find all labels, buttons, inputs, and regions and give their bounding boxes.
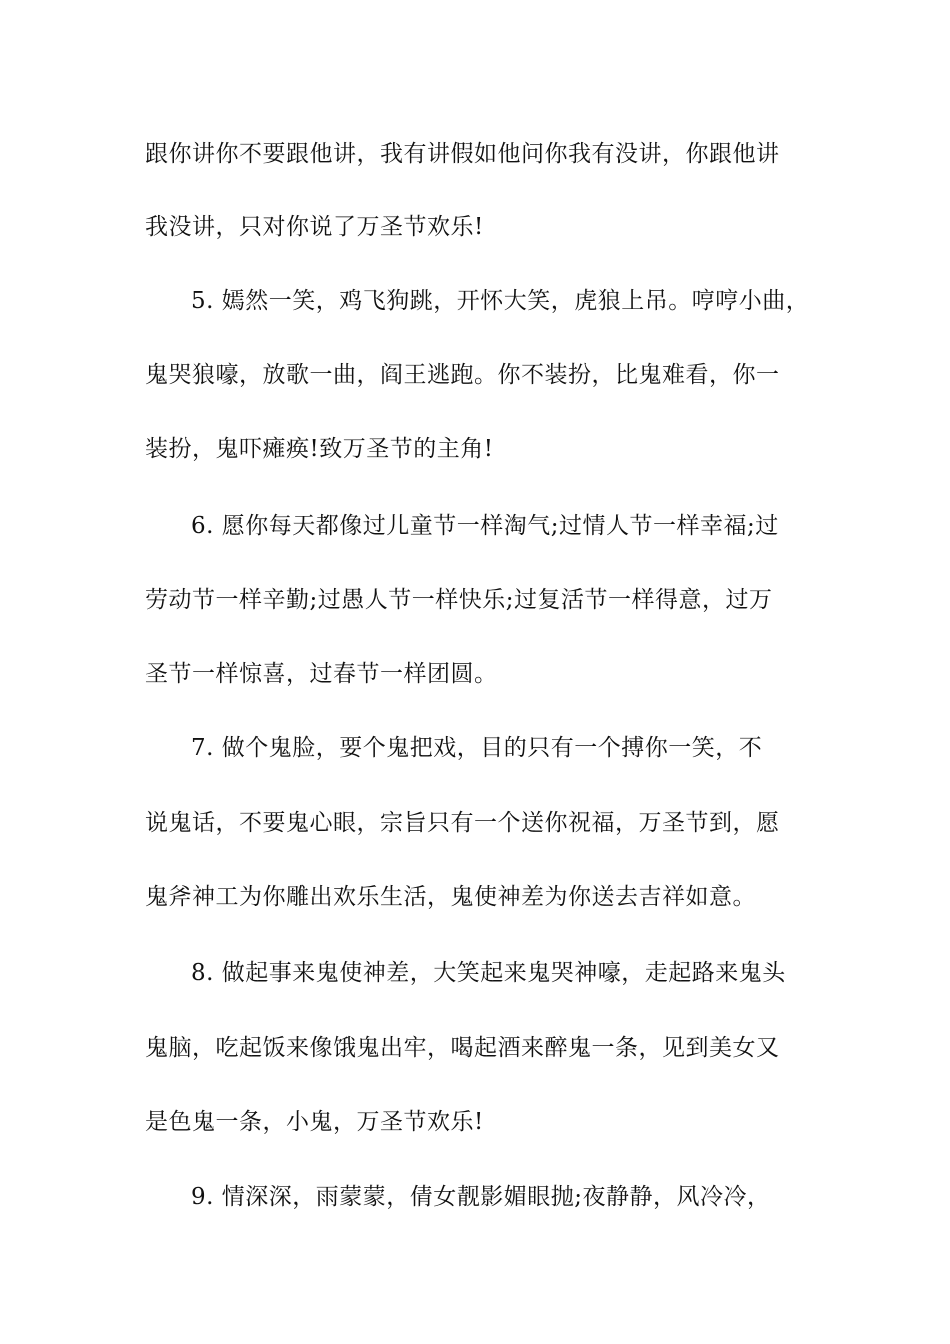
item-5-line-3: 装扮，鬼吓瘫痪!致万圣节的主角! — [145, 436, 494, 462]
item-5-line-1: 5. 嫣然一笑，鸡飞狗跳，开怀大笑，虎狼上吊。哼哼小曲， — [191, 288, 810, 314]
item-6-line-1: 6. 愿你每天都像过儿童节一样淘气;过情人节一样幸福;过 — [191, 513, 779, 539]
item-7-line-2: 说鬼话，不要鬼心眼，宗旨只有一个送你祝福，万圣节到，愿 — [145, 810, 780, 836]
item-8-line-1: 8. 做起事来鬼使神差，大笑起来鬼哭神嚎，走起路来鬼头 — [191, 960, 786, 986]
text-line-2: 我没讲，只对你说了万圣节欢乐! — [145, 214, 484, 240]
item-7-line-3: 鬼斧神工为你雕出欢乐生活，鬼使神差为你送去吉祥如意。 — [145, 884, 756, 910]
item-5-line-2: 鬼哭狼嚎，放歌一曲，阎王逃跑。你不装扮，比鬼难看，你一 — [145, 362, 780, 388]
item-6-line-3: 圣节一样惊喜，过春节一样团圆。 — [145, 661, 498, 687]
item-9-line-1: 9. 情深深，雨蒙蒙，倩女靓影媚眼抛;夜静静，风冷冷， — [191, 1184, 771, 1210]
item-8-line-3: 是色鬼一条，小鬼，万圣节欢乐! — [145, 1109, 484, 1135]
item-6-line-2: 劳动节一样辛勤;过愚人节一样快乐;过复活节一样得意，过万 — [145, 587, 773, 613]
text-line-1: 跟你讲你不要跟他讲，我有讲假如他问你我有没讲，你跟他讲 — [145, 141, 780, 167]
item-8-line-2: 鬼脑，吃起饭来像饿鬼出牢，喝起酒来醉鬼一条，见到美女又 — [145, 1035, 780, 1061]
item-7-line-1: 7. 做个鬼脸，要个鬼把戏，目的只有一个搏你一笑，不 — [191, 735, 763, 761]
